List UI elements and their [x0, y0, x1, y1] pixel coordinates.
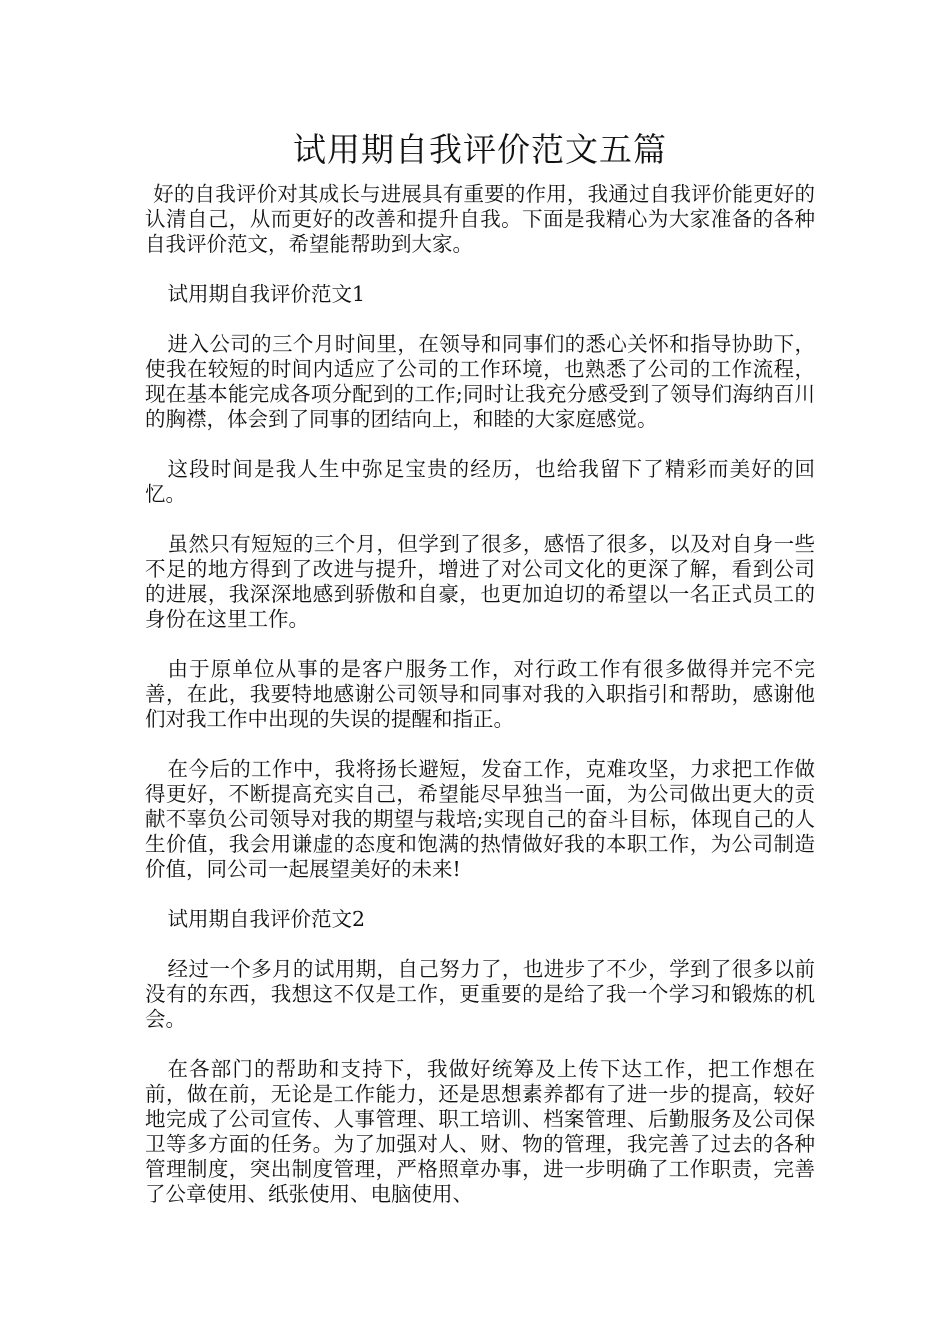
- section1-paragraph: 进入公司的三个月时间里，在领导和同事们的悉心关怀和指导协助下，使我在较短的时间内适应了公司的工作环境，也熟悉了公司的工作流程，现在基本能完成各项分配到的工作;同时让我充分感受到了领导们海纳百川的胸襟，体会到了同事的团结向上，和睦的大家庭感觉。: [145, 332, 815, 431]
- paragraph-gap: [145, 507, 815, 532]
- paragraph-gap: [145, 932, 815, 957]
- paragraph-gap: [145, 732, 815, 757]
- section1-paragraph: 在今后的工作中，我将扬长避短，发奋工作，克难攻坚，力求把工作做得更好，不断提高充实自己，希望能尽早独当一面，为公司做出更大的贡献不辜负公司领导对我的期望与栽培;实现自己的奋斗目标，体现自己的人生价值，我会用谦虚的态度和饱满的热情做好我的本职工作，为公司制造价值，同公司一起展望美好的未来!: [145, 757, 815, 881]
- section2-paragraph: 经过一个多月的试用期，自己努力了，也进步了不少，学到了很多以前没有的东西，我想这不仅是工作，更重要的是给了我一个学习和锻炼的机会。: [145, 957, 815, 1031]
- paragraph-gap: [145, 257, 815, 282]
- section1-paragraph: 虽然只有短短的三个月，但学到了很多，感悟了很多，以及对自身一些不足的地方得到了改进与提升，增进了对公司文化的更深了解，看到公司的进展，我深深地感到骄傲和自豪，也更加迫切的希望以一名正式员工的身份在这里工作。: [145, 532, 815, 631]
- section1-paragraph: 这段时间是我人生中弥足宝贵的经历，也给我留下了精彩而美好的回忆。: [145, 457, 815, 506]
- section2-paragraph: 在各部门的帮助和支持下，我做好统筹及上传下达工作，把工作想在前，做在前，无论是工作能力，还是思想素养都有了进一步的提高，较好地完成了公司宣传、人事管理、职工培训、档案管理、后勤服务及公司保卫等多方面的任务。为了加强对人、财、物的管理，我完善了过去的各种管理制度，突出制度管理，严格照章办事，进一步明确了工作职责，完善了公章使用、纸张使用、电脑使用、: [145, 1057, 815, 1206]
- paragraph-gap: [145, 882, 815, 907]
- paragraph-gap: [145, 1032, 815, 1057]
- document-body: [145, 128, 815, 1207]
- section1-paragraph: 由于原单位从事的是客户服务工作，对行政工作有很多做得并完不完善，在此，我要特地感谢公司领导和同事对我的入职指引和帮助，感谢他们对我工作中出现的失误的提醒和指正。: [145, 657, 815, 731]
- paragraph-gap: [145, 632, 815, 657]
- section-heading-1: 试用期自我评价范文1: [167, 282, 366, 306]
- paragraph-gap: [145, 307, 815, 332]
- section-heading-2: 试用期自我评价范文2: [167, 907, 366, 931]
- paragraph-gap: [145, 432, 815, 457]
- document-title: 试用期自我评价范文五篇: [293, 130, 667, 169]
- intro-paragraph: 好的自我评价对其成长与进展具有重要的作用，我通过自我评价能更好的认清自己，从而更好的改善和提升自我。下面是我精心为大家准备的各种自我评价范文，希望能帮助到大家。: [145, 182, 815, 256]
